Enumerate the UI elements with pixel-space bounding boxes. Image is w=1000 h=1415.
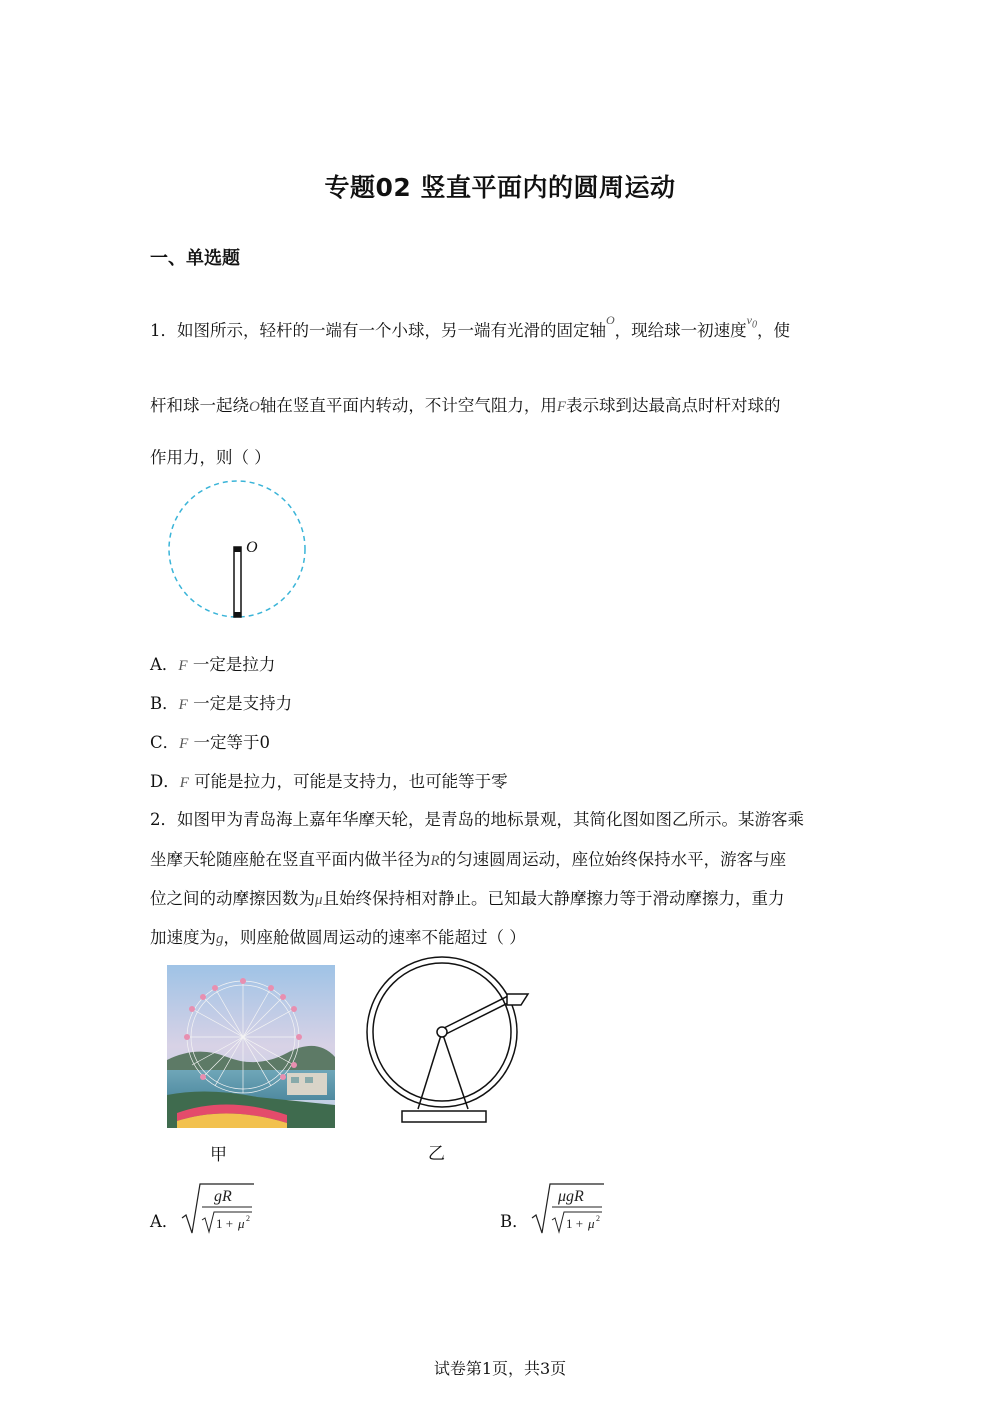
q2-line-1: 2．如图甲为青岛海上嘉年华摩天轮，是青岛的地标景观，其简化图如图乙所示。某游客乘 — [150, 810, 804, 829]
q2-line-2 — [150, 846, 786, 870]
q1-text: ，使 — [757, 321, 790, 340]
formula-den-text: 1 + — [216, 1216, 234, 1231]
spoke-a — [444, 995, 510, 1028]
var-F: F — [556, 399, 567, 415]
formula-numerator: μgR — [558, 1188, 584, 1205]
var-v: v — [746, 313, 752, 327]
q1-text: ，现给球一初速度 — [614, 321, 747, 340]
q1-line-2 — [150, 392, 781, 416]
q2-option-a-formula[interactable] — [178, 1180, 260, 1240]
var-v-sub: 0 — [752, 319, 757, 331]
q2-text: 加速度为 — [150, 928, 216, 947]
section-heading: 一、单选题 — [150, 248, 240, 269]
q2-line-3 — [150, 885, 785, 909]
q1-figure — [160, 476, 320, 626]
option-letter: C． — [150, 733, 180, 752]
formula-numerator: gR — [214, 1188, 232, 1205]
var-mu: μ — [315, 892, 323, 908]
q2-option-b-label: B． — [500, 1212, 529, 1231]
q2-text: 且始终保持相对静止。已知最大静摩擦力等于滑动摩擦力，重力 — [322, 889, 785, 908]
page-title: 专题02 竖直平面内的圆周运动 — [324, 173, 676, 202]
formula-den-mu: μ — [238, 1216, 245, 1231]
formula-den-exp: 2 — [246, 1214, 250, 1223]
axis-point — [234, 547, 241, 552]
spoke-b — [446, 1002, 510, 1034]
q1-option-b[interactable] — [150, 690, 292, 714]
base — [402, 1111, 486, 1122]
q1-line-3: 作用力，则（ ） — [150, 448, 271, 467]
hub — [437, 1027, 447, 1037]
formula-den-exp: 2 — [596, 1214, 600, 1223]
option-letter: B． — [150, 694, 179, 713]
q1-text: 表示球到达最高点时杆对球的 — [566, 396, 781, 415]
var-O: O — [606, 313, 615, 327]
formula-den-text: 1 + — [566, 1216, 584, 1231]
q2-line-4 — [150, 924, 526, 948]
var-O: O — [249, 399, 260, 415]
option-text: 一定是拉力 — [192, 655, 276, 674]
var-F: F — [179, 736, 189, 752]
option-text: 一定是支持力 — [193, 694, 293, 713]
ferris-wheel-diagram — [360, 955, 540, 1130]
q1-option-d[interactable] — [150, 768, 508, 792]
var-g: g — [216, 931, 224, 947]
caption-yi: 乙 — [428, 1144, 445, 1164]
var-R: R — [430, 853, 440, 869]
var-F: F — [178, 658, 188, 674]
option-text: 一定等于0 — [193, 733, 271, 752]
caption-jia: 甲 — [210, 1145, 227, 1165]
page-footer: 试卷第1页，共3页 — [433, 1359, 567, 1378]
support-left — [418, 1032, 442, 1109]
formula-den-mu: μ — [588, 1216, 595, 1231]
option-letter: A． — [150, 655, 179, 674]
q2-text: 位之间的动摩擦因数为 — [150, 889, 315, 908]
cabin — [507, 994, 528, 1005]
support-right — [442, 1032, 468, 1109]
q2-option-a-label: A． — [150, 1212, 179, 1231]
var-F: F — [178, 697, 188, 713]
var-F: F — [179, 775, 189, 791]
q1-option-a[interactable] — [150, 651, 275, 675]
ferris-wheel-photo — [167, 965, 335, 1128]
rod — [234, 547, 241, 617]
option-text: 可能是拉力，可能是支持力，也可能等于零 — [194, 772, 508, 791]
label-O: O — [246, 539, 258, 556]
q2-text: 坐摩天轮随座舱在竖直平面内做半径为 — [150, 850, 431, 869]
q2-text: ，则座舱做圆周运动的速率不能超过（ ） — [223, 928, 526, 947]
q1-text: 1．如图所示，轻杆的一端有一个小球，另一端有光滑的固定轴 — [150, 321, 606, 340]
q2-option-b-formula[interactable] — [528, 1180, 610, 1240]
q1-line-1 — [150, 313, 790, 341]
q1-text: 轴在竖直平面内转动，不计空气阻力，用 — [259, 396, 557, 415]
ball — [234, 612, 241, 617]
q2-text: 的匀速圆周运动，座位始终保持水平，游客与座 — [439, 850, 787, 869]
q1-option-c[interactable] — [150, 729, 270, 753]
q1-text: 杆和球一起绕 — [150, 396, 249, 415]
var-v0 — [746, 313, 757, 331]
option-letter: D． — [150, 772, 180, 791]
